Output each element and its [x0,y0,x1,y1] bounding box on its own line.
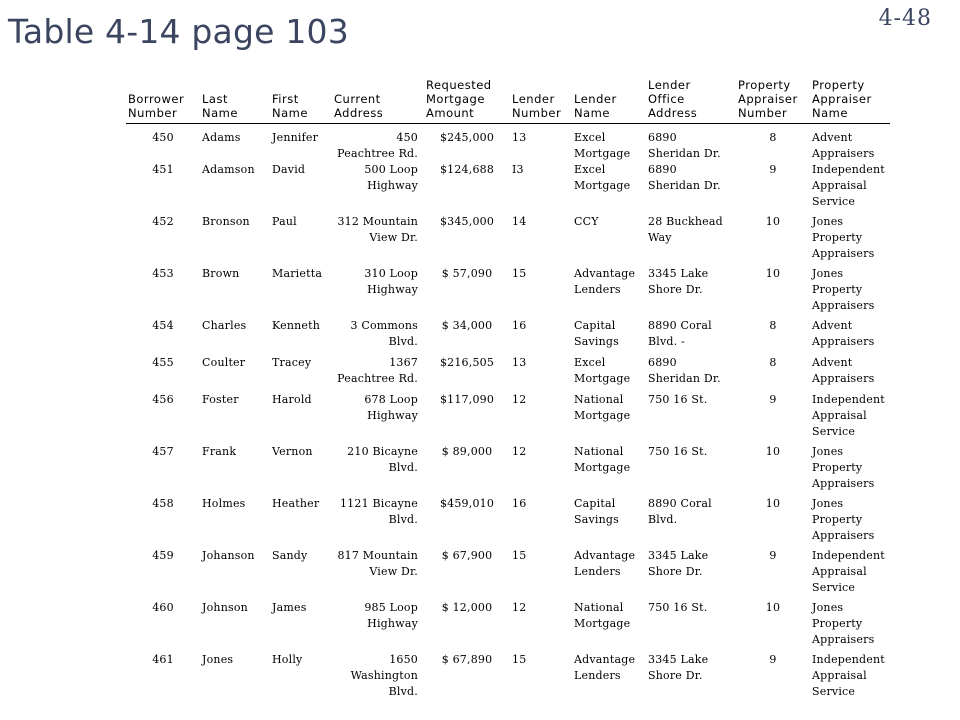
table-cell: 312 Mountain View Dr. [337,215,418,244]
table-cell: National Mortgage [574,601,631,630]
table-cell: Adamson [202,163,255,176]
table-cell: 500 Loop Highway [364,163,418,192]
table-cell: 12 [512,393,527,406]
table-cell: Excel Mortgage [574,356,631,385]
table-row [126,266,890,318]
table-cell: National Mortgage [574,393,631,422]
table-row [126,444,890,496]
table-cell: 8 [769,356,777,369]
column-header: Lender Number [510,78,572,124]
table-cell: 456 [152,393,174,406]
table-cell: Adams [202,131,241,144]
table-cell: 13 [512,131,527,144]
table-row [126,355,890,392]
table-cell: 10 [765,215,781,228]
table-cell: Holly [272,653,303,666]
table-row [126,124,890,163]
table-cell: David [272,163,306,176]
table-cell: Excel Mortgage [574,163,631,192]
table-cell: Harold [272,393,312,406]
table-body [126,124,890,705]
table-cell: 28 Buckhead Way [648,215,723,244]
column-header: Borrower Number [126,78,200,124]
table-cell: 16 [512,497,527,510]
table-cell: Heather [272,497,320,510]
table-cell: Vernon [272,445,313,458]
table-cell: 450 [152,131,174,144]
table-cell: Sandy [272,549,308,562]
table-row [126,652,890,704]
table-cell: Johnson [202,601,248,614]
table-header-row [126,78,890,124]
table-cell: CCY [574,215,599,228]
table-cell: 457 [152,445,174,458]
table-cell: Marietta [272,267,323,280]
table-cell: Advantage Lenders [574,653,636,682]
table-cell: 310 Loop Highway [364,267,418,296]
table-cell: 9 [769,163,777,176]
table-cell: $345,000 [439,215,495,228]
table-cell: 6890 Sheridan Dr. [648,163,721,192]
table-cell: 15 [512,653,527,666]
table-row [126,162,890,214]
table-cell: Advent Appraisers [812,131,875,160]
column-header: Requested Mortgage Amount [424,78,510,124]
table-cell: National Mortgage [574,445,631,474]
table-cell: 460 [152,601,174,614]
table-cell: 985 Loop Highway [364,601,418,630]
table-cell: Excel Mortgage [574,131,631,160]
table-cell: 8890 Coral Blvd. [648,497,712,526]
table-cell: 6890 Sheridan Dr. [648,131,721,160]
table-cell: 454 [152,319,174,332]
table-cell: 15 [512,267,527,280]
table-cell: Jennifer [272,131,319,144]
column-header: Lender Name [572,78,646,124]
page-number: 4-48 [878,6,932,31]
table-cell: Capital Savings [574,319,619,348]
table-cell: 16 [512,319,527,332]
table-cell: 6890 Sheridan Dr. [648,356,721,385]
table-cell: 458 [152,497,174,510]
table-cell: 455 [152,356,174,369]
table-cell: $ 12,000 [441,601,493,614]
column-header: Last Name [200,78,270,124]
table-cell: 453 [152,267,174,280]
table-cell: 750 16 St. [648,601,708,614]
table-cell: Frank [202,445,237,458]
table-cell: Bronson [202,215,250,228]
table-cell: Jones Property Appraisers [812,497,875,542]
column-header: Current Address [332,78,424,124]
table-cell: 817 Mountain View Dr. [337,549,418,578]
table-cell: 3345 Lake Shore Dr. [648,653,709,682]
table-cell: 10 [765,445,781,458]
table-cell: Jones Property Appraisers [812,601,875,646]
table-cell: 1650 Washington Blvd. [350,653,418,698]
table-row [126,214,890,266]
table-cell: Brown [202,267,240,280]
table-cell: 13 [512,356,527,369]
table-cell: Advent Appraisers [812,319,875,348]
table-cell: 9 [769,549,777,562]
table-cell: 10 [765,601,781,614]
table-cell: 9 [769,653,777,666]
table-row [126,496,890,548]
table-cell: $ 67,900 [441,549,493,562]
table-cell: Jones Property Appraisers [812,267,875,312]
table-row [126,600,890,652]
table-cell: Kenneth [272,319,321,332]
table-cell: $459,010 [439,497,495,510]
table-row [126,318,890,355]
table-cell: Johanson [202,549,255,562]
table-cell: 3 Commons Blvd. [350,319,418,348]
table-cell: 750 16 St. [648,445,708,458]
table-cell: 3345 Lake Shore Dr. [648,549,709,578]
table-cell: Independent Appraisal Service [812,163,885,208]
table-cell: 9 [769,393,777,406]
table-cell: $245,000 [439,131,495,144]
table-cell: 15 [512,549,527,562]
table-cell: $117,090 [439,393,495,406]
table-cell: 461 [152,653,174,666]
table-cell: 10 [765,497,781,510]
table-row [126,548,890,600]
table-cell: Jones Property Appraisers [812,215,875,260]
table-cell: $ 89,000 [441,445,493,458]
table-cell: 12 [512,601,527,614]
page-title: Table 4-14 page 103 [8,12,349,51]
table-cell: $124,688 [439,163,495,176]
table-cell: Jones [202,653,234,666]
table-cell: Advantage Lenders [574,267,636,296]
table-cell: 678 Loop Highway [364,393,418,422]
table-cell: $216,505 [439,356,495,369]
table-cell: Charles [202,319,247,332]
table-cell: 451 [152,163,174,176]
table-cell: 459 [152,549,174,562]
table-cell: Jones Property Appraisers [812,445,875,490]
table-cell: $ 57,090 [441,267,493,280]
table-cell: 8 [769,131,777,144]
table-cell: James [272,601,307,614]
table-cell: Paul [272,215,297,228]
column-header: Property Appraiser Number [736,78,810,124]
column-header: First Name [270,78,332,124]
mortgage-table [126,78,890,704]
column-header: Property Appraiser Name [810,78,890,124]
table-cell: Independent Appraisal Service [812,393,885,438]
table-cell: Holmes [202,497,246,510]
table-row [126,392,890,444]
table-cell: Independent Appraisal Service [812,549,885,594]
table-cell: Advent Appraisers [812,356,875,385]
table-cell: 14 [512,215,527,228]
table-cell: Capital Savings [574,497,619,526]
table-cell: $ 34,000 [441,319,493,332]
table-cell: 450 Peachtree Rd. [337,131,418,160]
table-cell: 3345 Lake Shore Dr. [648,267,709,296]
table-cell: $ 67,890 [441,653,493,666]
table-cell: 12 [512,445,527,458]
table-cell: Advantage Lenders [574,549,636,578]
table-cell: Tracey [272,356,312,369]
table-cell: 750 16 St. [648,393,708,406]
table-cell: 10 [765,267,781,280]
column-header: Lender Office Address [646,78,736,124]
table-cell: 8 [769,319,777,332]
table-cell: Independent Appraisal Service [812,653,885,698]
table-cell: 452 [152,215,174,228]
table-cell: 1121 Bicayne Blvd. [339,497,418,526]
table-cell: Foster [202,393,239,406]
table-cell: Coulter [202,356,246,369]
table-cell: 1367 Peachtree Rd. [337,356,418,385]
table-cell: I3 [512,163,524,176]
table-cell: 210 Bicayne Blvd. [347,445,418,474]
table-cell: 8890 Coral Blvd. - [648,319,712,348]
